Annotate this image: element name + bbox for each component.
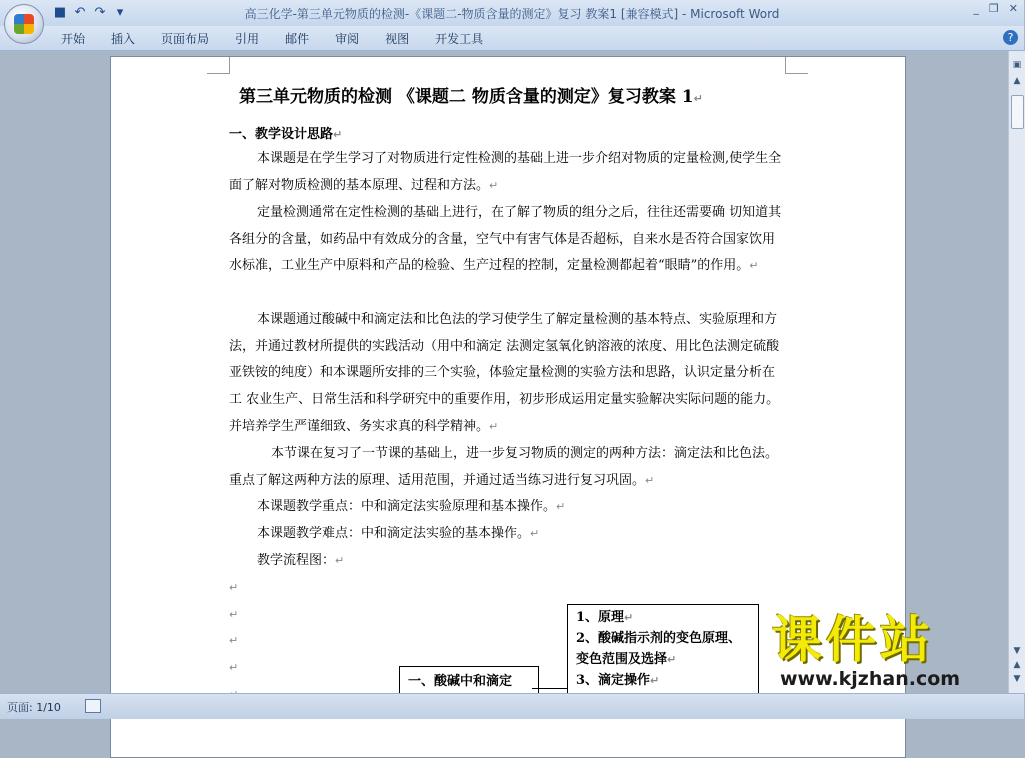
flow-connector-line	[532, 688, 568, 689]
tab-review[interactable]: 审阅	[335, 32, 360, 46]
ruler-toggle-icon[interactable]: ▣	[1012, 60, 1022, 70]
tab-view[interactable]: 视图	[385, 32, 410, 46]
key-point-line: 本课题教学重点：中和滴定法实验原理和基本操作。↵	[257, 499, 566, 514]
tab-insert[interactable]: 插入	[111, 32, 136, 46]
document-workspace	[0, 51, 1008, 693]
ribbon-tabs	[48, 30, 496, 47]
previous-page-icon[interactable]: ▲	[1013, 660, 1021, 670]
margin-corner-mark	[785, 57, 808, 74]
scrollbar-thumb[interactable]	[1011, 95, 1024, 129]
paragraph: 定量检测通常在定性检测的基础上进行，在了解了物质的组分之后，往往还需要确 切知道其各组分的含量，如药品中有效成分的含量，空气中有害气体是否超标，自来水是否符合国家饮用水标准，工业生产中原料和产品的检验、生产过程的控制，定量检测都起着“眼睛”的作用。↵	[229, 205, 782, 274]
customize-icon[interactable]: ▾	[116, 5, 124, 20]
undo-icon[interactable]: ↶	[74, 5, 86, 20]
help-icon[interactable]: ?	[1003, 30, 1018, 45]
paragraph-mark: ↵	[229, 634, 239, 647]
paragraph: 本课题是在学生学习了对物质进行定性检测的基础上进一步介绍对物质的定量检测,使学生全面了解对物质检测的基本原理、过程和方法。↵	[229, 151, 782, 193]
ribbon	[0, 26, 1024, 51]
document-heading: 第三单元物质的检测 《课题二 物质含量的测定》复习教案 1↵	[239, 87, 703, 107]
vertical-scrollbar[interactable]	[1008, 51, 1025, 693]
next-page-icon[interactable]: ▼	[1013, 674, 1021, 684]
office-button[interactable]	[4, 4, 44, 44]
watermark-logo-text: 课件站	[772, 611, 934, 669]
flow-box-line: 3、滴定操作↵	[576, 673, 660, 688]
proofing-icon[interactable]	[85, 699, 101, 713]
difficulty-line: 本课题教学难点：中和滴定法实验的基本操作。↵	[257, 526, 540, 541]
quick-access-toolbar	[52, 4, 128, 22]
flow-box-line: 1、原理↵	[576, 610, 634, 625]
section-title: 一、教学设计思路↵	[229, 127, 343, 142]
margin-corner-mark	[207, 57, 230, 74]
page-indicator[interactable]: 页面: 1/10	[7, 701, 61, 714]
watermark-url: www.kjzhan.com	[780, 668, 961, 690]
status-bar	[0, 693, 1024, 719]
tab-page-layout[interactable]: 页面布局	[161, 32, 210, 46]
close-icon[interactable]: ✕	[1008, 2, 1018, 15]
paragraph: 本课题通过酸碱中和滴定法和比色法的学习使学生了解定量检测的基本特点、实验原理和方法，并通过教材所提供的实践活动（用中和滴定 法测定氢氧化钠溶液的浓度、用比色法测定硫酸亚铁铵的纯度）和本课题所安排的三个实验，体验定量检测的实验方法和思路，认识定量分析在工 农业生产、日常生活和科学研究中的重要作用，初步形成运用定量实验解决实际问题的能力。并培养学生严谨细致、务实求真的科学精神。↵	[229, 312, 780, 434]
paragraph: 本节课在复习了一节课的基础上，进一步复习物质的测定的两种方法：滴定法和比色法。重点了解这两种方法的原理、适用范围，并通过适当练习进行复习巩固。↵	[229, 446, 779, 488]
save-icon[interactable]: ■	[53, 5, 67, 20]
window-title: 高三化学-第三单元物质的检测-《课题二-物质含量的测定》复习 教案1 [兼容模式] - Microsoft Word	[244, 7, 780, 21]
office-logo-icon	[14, 14, 34, 34]
minimize-icon[interactable]: _	[973, 2, 979, 15]
redo-icon[interactable]: ↷	[94, 5, 106, 20]
scroll-down-icon[interactable]: ▼	[1013, 646, 1021, 656]
tab-mailings[interactable]: 邮件	[285, 32, 310, 46]
flow-box-line: 2、酸碱指示剂的变色原理、变色范围及选择↵	[576, 631, 742, 667]
title-bar	[0, 0, 1024, 26]
flow-label: 教学流程图：↵	[257, 553, 345, 568]
paragraph-mark: ↵	[229, 581, 239, 594]
watermark	[772, 612, 960, 690]
flow-box-titration: 一、酸碱中和滴定	[399, 666, 539, 712]
window-controls	[973, 2, 1018, 15]
restore-icon[interactable]: ❐	[988, 2, 999, 15]
scroll-up-icon[interactable]: ▲	[1013, 76, 1021, 86]
paragraph-mark: ↵	[229, 608, 239, 621]
paragraph-mark: ↵	[229, 661, 239, 674]
tab-home[interactable]: 开始	[61, 32, 86, 46]
tab-developer[interactable]: 开发工具	[435, 32, 484, 46]
tab-references[interactable]: 引用	[235, 32, 260, 46]
